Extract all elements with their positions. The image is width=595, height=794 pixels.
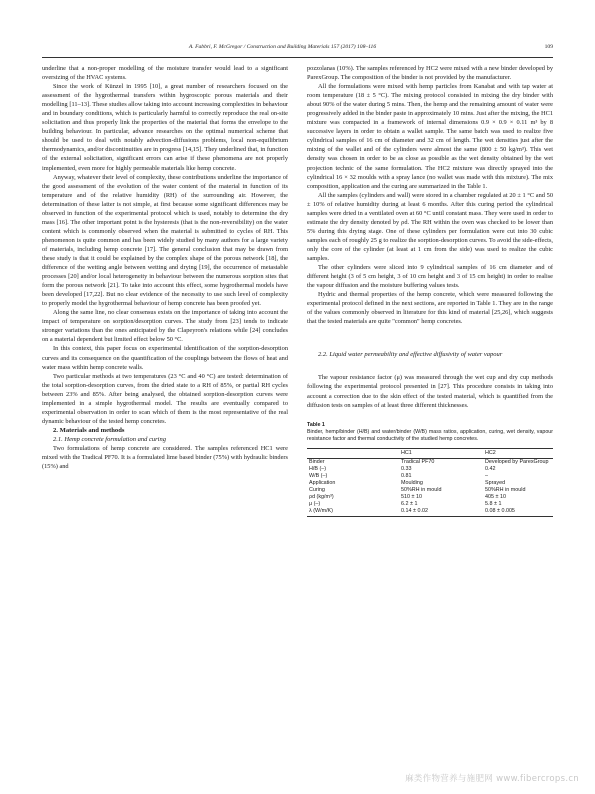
watermark: 麻类作物营养与施肥网 www.fibercrops.cn (405, 774, 579, 784)
table-cell: λ (W/m/K) (307, 508, 399, 517)
table-cell: 50%RH in mould (401, 487, 442, 494)
table-cell: Binder (309, 458, 325, 465)
table-row (307, 458, 553, 466)
paragraph: All the formulations were mixed with hemp particles from Kanabat and with tap water at room temperature (18 ± 5 °C). The mixing protocol consisted in mixing the dry binder with about 90% of the water during 5 mins. Then, the hemp and the remaining amount of water were progressively added in the binder paste in approximately 10 mins. Just after the mixing, the HC1 mixture was compacted in a framework of internal dimensions 0.9 × 0.9 × 0.11 m³ by 8 successive layers in order to obtain a wallet sample. The same batch was used to realize five cylindrical samples of 16 cm of diameter and 32 cm of length. The wet densities just after the mixing of the wallet and of the cylinders were almost the same (800 ± 50 kg/m³). This wet density was chosen in order to be as close as possible as the wet density obtained by the wet projection technic of the same formulation. The HC2 mixture was directly sprayed into the cylindrical 16 × 32 moulds with a spray lance (no wallet was made with this mixture). The mix composition, application and the curing are summarized in the Table 1. (307, 83, 553, 190)
table-cell: μ (–) (309, 501, 321, 508)
header-rule (42, 57, 553, 58)
table-cell: W/B (–) (309, 472, 328, 479)
paragraph: Since the work of Künzel in 1995 [10], a great number of researchers focused on the assessment of the hygrothermal transfers within hygroscopic porous materials and their modelling [11–13]. These studies allow taking into account increasing complexities in behaviour and in boundary conditions, which is particularly harmful to correctly reproduce the real on-site solicitation and thus properly link the properties of the material that forms the envelope to the building behaviour. In particular, advance researches on the optimal numerical scheme that should be used to deal with notably advection-diffusions problems, local non-equilibrium thermodynamics, and/or discontinuities are in progress [14,15]. They underlined that, in function of the external solicitation, significant errors can arise if these phenomena are not properly implemented, even more for highly permeable materials like hemp concrete. (42, 83, 288, 172)
table-cell: Sprayed (485, 479, 506, 486)
table-header: HC1 (399, 448, 483, 458)
table-cell: – (485, 472, 488, 479)
table-caption (307, 422, 553, 443)
table-caption-text: Binder, hemp/binder (H/B) and water/binder (W/B) mass ratios, application, curing, wet density, vapour resistance factor and thermal conductivity of the studied hemp concretes. (307, 428, 553, 442)
paragraph: The other cylinders were sliced into 9 cylindrical samples of 16 cm diameter and of different height (3 of 5 cm height, 3 of 10 cm height and 3 of 15 cm height) in order to realise the vapour diffusion and the moisture buffering values tests. (307, 264, 553, 290)
table-cell: 6.2 ± 1 (401, 501, 418, 508)
table-cell: 0.33 (401, 465, 412, 472)
table-cell: Application (309, 479, 336, 486)
table-header: HC2 (483, 448, 553, 458)
table-row (307, 466, 553, 473)
paragraph: underline that a non-proper modelling of the moisture transfer would lead to a significant oversizing of the HVAC systems. (42, 65, 288, 82)
left-column (42, 64, 288, 471)
table-cell: 405 ± 10 (485, 494, 506, 501)
table-header-row (307, 448, 553, 458)
table-row (307, 494, 553, 501)
table-cell: 5.8 ± 1 (485, 501, 502, 508)
table-cell: Curing (309, 487, 325, 494)
page-header (42, 44, 553, 54)
section-heading: 2. Materials and methods (53, 426, 125, 434)
table-row (307, 473, 553, 480)
properties-table (307, 448, 553, 518)
paragraph: Two formulations of hemp concrete are considered. The samples referenced HC1 were mixed with the Tradical PF70. It is a formulated lime based binder (75%) with hydraulic binders (15%) and (42, 444, 288, 471)
subsection-heading: 2.1. Hemp concrete formulation and curing (53, 435, 166, 443)
table-cell: 50%RH in mould (485, 487, 526, 494)
table-cell: ρd (kg/m³) (309, 494, 334, 501)
table-cell: H/B (–) (309, 465, 327, 472)
table-label: Table 1 (307, 421, 325, 428)
paragraph: In this context, this paper focus on experimental identification of the sorption-desorption curves and its consequence on the quantification of the couplings between the flows of heat and water mass within hemp concrete walls. (42, 345, 288, 371)
paragraph: Hydric and thermal properties of the hemp concrete, which were measured following the experimental protocol defined in the next sections, are reported in Table 1. They are in the range of the values commonly observed in literature for this kind of material [25,26], which suggests that the tested materials are quite "common" hemp concretes. (307, 291, 553, 326)
table-cell: Tradical PF70 (401, 458, 435, 465)
paragraph: All the samples (cylinders and wall) were stored in a chamber regulated at 20 ± 1 °C and 50 ± 10% of relative humidity during at least 6 months. After this curing period the cylindrical samples were dried in a ventilated oven at 60 °C until constant mass. They were used in order to estimate the dry density denoted by ρd. The RH within the oven was checked to be lower than 5% during this drying stage. One of these cylinders per formulation were cut into 30 cubic samples each of roughly 25 g to realize the sorption-desorption curves. To avoid the side-effects, only the core of the cylinder (at least at 1 cm from the side) was used to realize the cubic samples. (307, 191, 553, 262)
table-row (307, 508, 553, 517)
table-cell: 510 ± 10 (401, 494, 422, 501)
table-row (307, 501, 553, 508)
paragraph: Anyway, whatever their level of complexity, these contributions underline the importance of the good assessment of the evolution of the water content of the material in function of its temperature and of the relative humidity (RH) of the surrounding air. However, the determination of these latter is not simple, at first because some significant differences may be observed in function of the experimental protocol which is used, notably to determine the dry mass [16]. The other important point is the hysteresis (that is the non-reversibility) on the water content which is commonly observed when the material is submitted to cycles of RH. This phenomenon is quite common and has been widely studied by many authors for a large variety of materials, including hemp concrete [17]. The general conclusion that may be drawn from these study is that it could be explained by the complex shape of the porous network [18], the difference of the wetting angle between wetting and drying [19], the occurrence of metastable processes [20] and/or local heterogeneity in behaviour between the numerous sorption sites that form the porous network [21]. To take into account this effect, some hygrothermal models have been developed [17,22]. But no clear evidence of the necessity to use such level of complexity to properly model the hygrothermal behaviour of hemp concrete has been proofed yet. (42, 173, 288, 308)
paragraph: Along the same line, no clear consensus exists on the importance of taking into account the impact of temperature on sorption/desorption curves. The study from [23] tends to indicate stronger variations than the ones anticipated by the Clapeyron's relations while [24] concludes on a material dependent but limited effect below 50 °C. (42, 309, 288, 344)
table-1 (307, 422, 553, 518)
paragraph: Two particular methods at two temperatures (23 °C and 40 °C) are tested: determination of the total sorption-desorption curves, from the dried state to a RH of 85%, or partial RH cycles between 23% and 85%. After being analysed, the obtained sorption-desorption curves were implemented in a simple hygrothermal model. The results are eventually compared to experimental observation in order to scan which of them is the most representative of the real dynamic behaviour of the tested hemp concretes. (42, 372, 288, 425)
journal-citation: A. Fabbri, F. McGregor / Construction and Building Materials 157 (2017) 108–116 (188, 44, 377, 50)
table-cell: 0.81 (401, 472, 412, 479)
subsection-heading: 2.2. Liquid water permeability and effective diffusivity of water vapour (318, 351, 503, 359)
table-cell: 0.42 (485, 465, 496, 472)
table-row (307, 487, 553, 494)
table-cell: 0.14 ± 0.02 (399, 508, 483, 517)
table-cell: Developed by ParexGroup (485, 458, 549, 465)
paragraph: pozzolanas (10%). The samples referenced by HC2 were mixed with a new binder developed by ParexGroup. The composition of the binder is not provided by the manufacturer. (307, 65, 553, 82)
page-number: 109 (544, 44, 553, 50)
table-cell: Moulding (401, 479, 423, 486)
paragraph: The vapour resistance factor (μ) was measured through the wet cup and dry cup methods following the experimental protocol presented in [27]. This procedure consists in taking into account a correction due to the skin effect of the tested material, which is quantified from the diffusion tests on samples of at least three different thicknesses. (307, 374, 553, 409)
table-header (307, 448, 399, 458)
right-column (307, 64, 553, 517)
table-row (307, 480, 553, 487)
table-cell: 0.08 ± 0.005 (483, 508, 553, 517)
